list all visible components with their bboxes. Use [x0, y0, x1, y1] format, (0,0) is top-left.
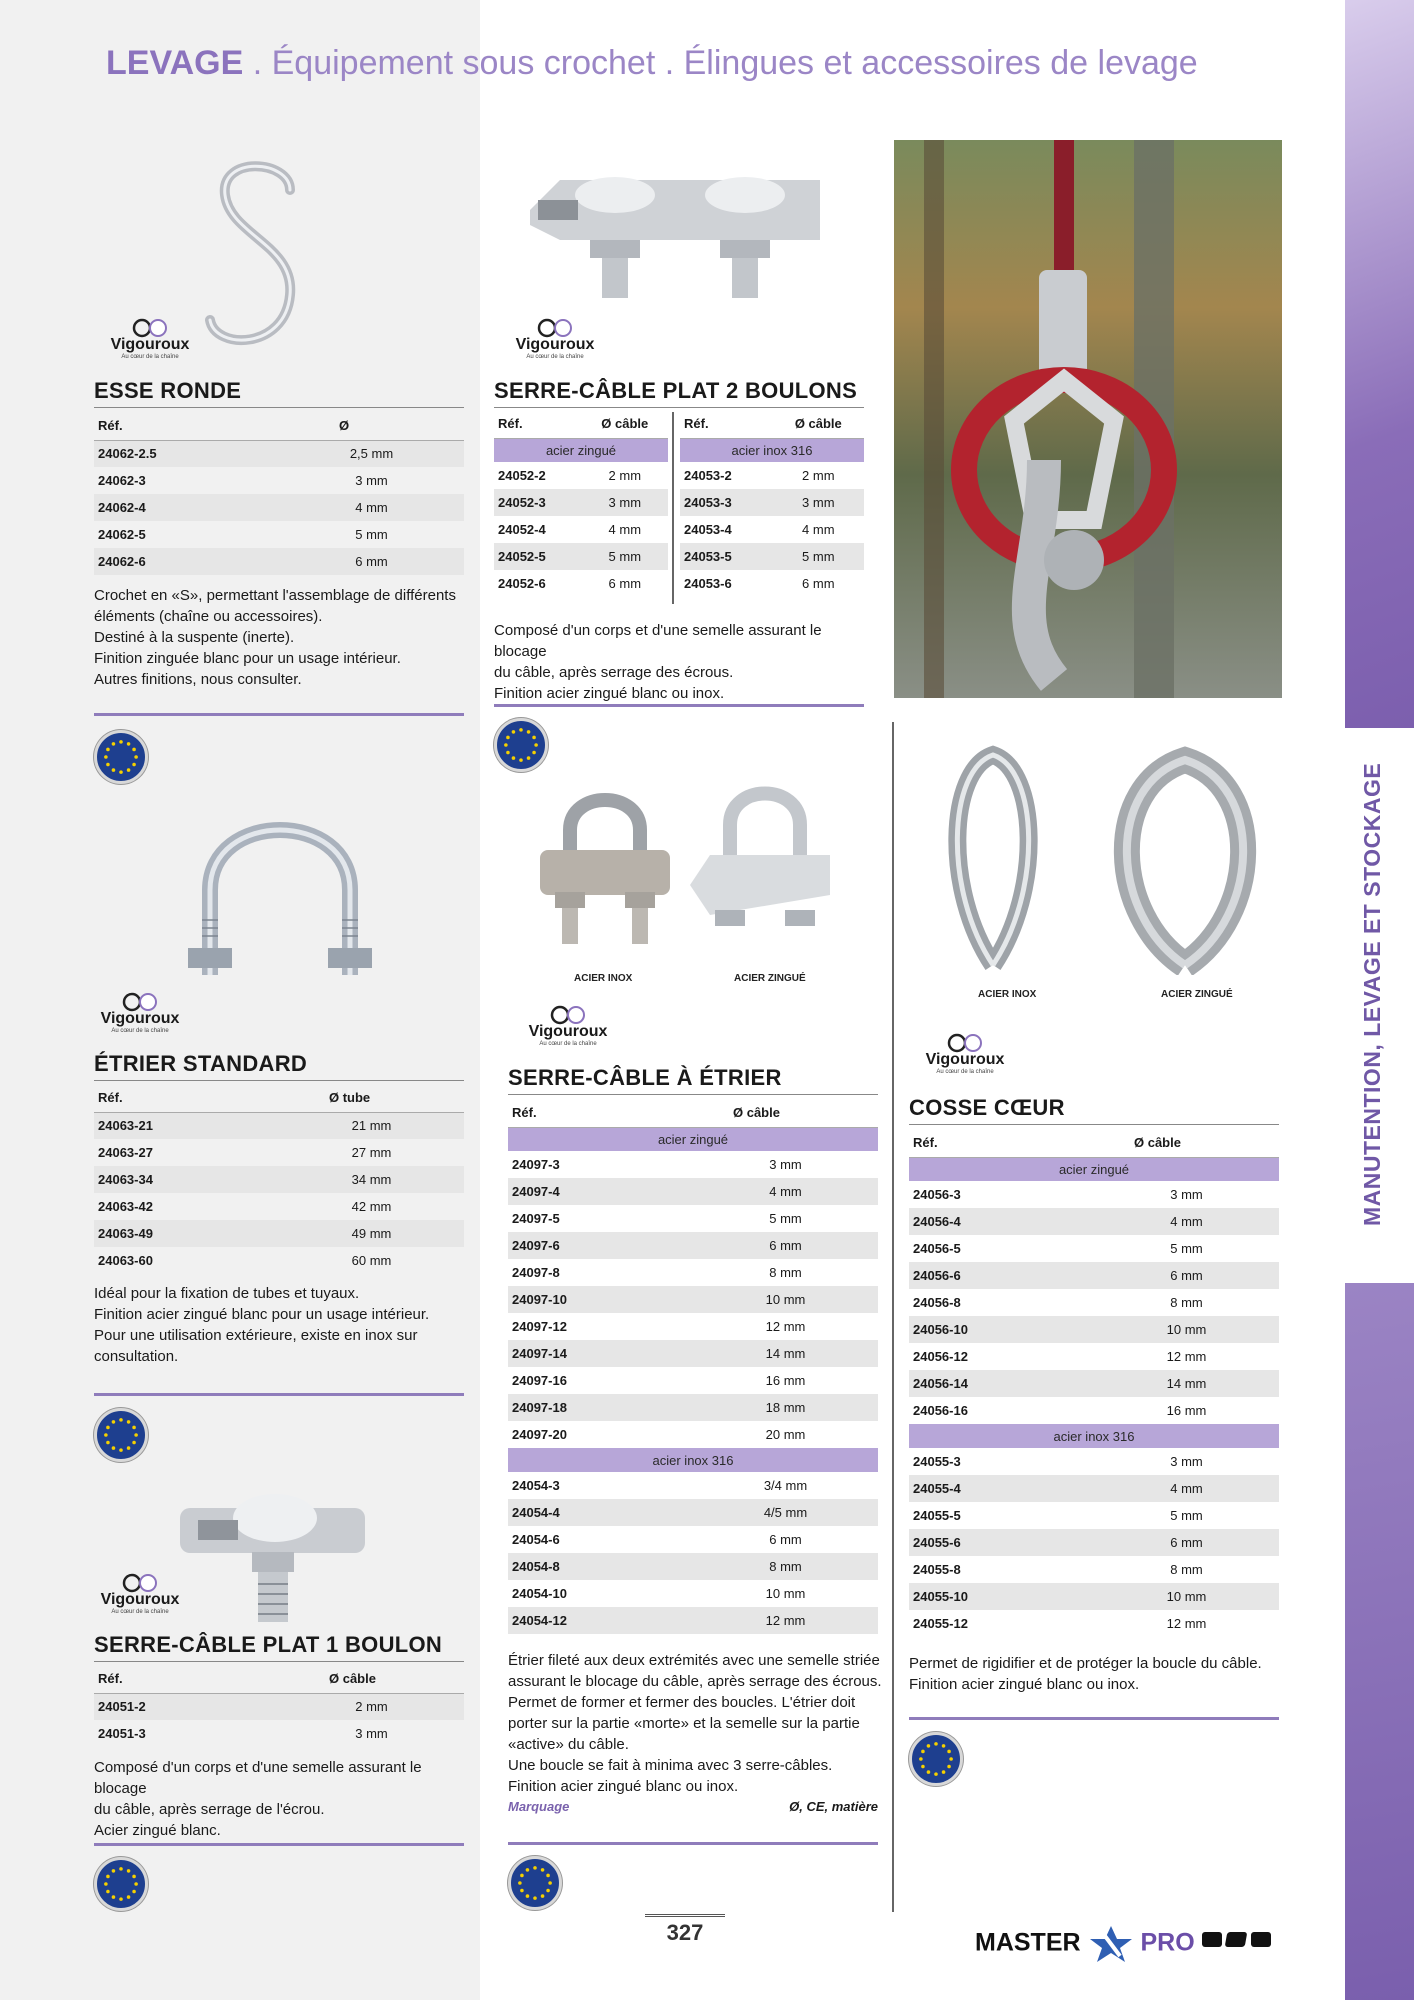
- col-ref: Réf.: [494, 410, 582, 438]
- header-category: LEVAGE: [106, 44, 244, 82]
- table-row: 24097-3 3 mm: [512, 1157, 802, 1172]
- scp2-table-zinc: [494, 410, 668, 597]
- divider: [94, 713, 464, 716]
- table-row: 24063-60 60 mm: [98, 1253, 392, 1268]
- esse-title: ESSE RONDE: [94, 378, 464, 408]
- column-separator: [892, 722, 894, 1912]
- sce-title: SERRE-CÂBLE À ÉTRIER: [508, 1065, 878, 1095]
- table-row: 24053-6 6 mm: [684, 576, 835, 591]
- col-ref: Réf.: [94, 412, 279, 440]
- table-row: 24062-6 6 mm: [94, 548, 464, 575]
- page-header: [106, 44, 1198, 83]
- table-row: 24056-5 5 mm: [913, 1241, 1203, 1256]
- eu-flag-icon: [508, 1856, 562, 1910]
- table-row: 24062-2.5 2,5 mm: [94, 440, 464, 467]
- brand-tagline: Au cœur de la chaîne: [526, 354, 584, 360]
- col-ref: Réf.: [680, 410, 773, 438]
- brand-name: Vigouroux: [100, 1591, 180, 1608]
- table-row: 24054-4 4/5 mm: [508, 1499, 878, 1526]
- brand-name: Vigouroux: [100, 1010, 180, 1027]
- masterpro-logo: [975, 1924, 1195, 1964]
- table-row: 24056-6 6 mm: [909, 1262, 1279, 1289]
- col-tube: Ø tube: [279, 1084, 464, 1112]
- table-row: 24097-8 8 mm: [512, 1265, 802, 1280]
- etrier-table: [94, 1084, 464, 1274]
- sce-description: Étrier fileté aux deux extrémités avec une semelle striée assurant le blocage du câble, après serrage des écrous. Permet de former et fermer des boucles. L'étrier doit porter sur la partie «morte» et la semelle sur la partie «active» du câble. Une boucle se fait à minima avec 3 serre-câbles. Finition acier zingué blanc ou inox.: [508, 1652, 882, 1795]
- table-row: 24097-4 4 mm: [508, 1178, 878, 1205]
- cosse-table: [909, 1129, 1279, 1637]
- col-cable: Ø câble: [693, 1099, 878, 1127]
- eu-flag-icon: [94, 1857, 148, 1911]
- vigouroux-logo: [495, 318, 615, 366]
- sidebar-label: MANUTENTION, LEVAGE ET STOCKAGE: [1359, 762, 1385, 1226]
- table-row: 24097-6 6 mm: [508, 1232, 878, 1259]
- brand-tagline: Au cœur de la chaîne: [111, 1609, 169, 1615]
- vigouroux-logo: [90, 318, 210, 366]
- table-row: 24097-20 20 mm: [512, 1427, 806, 1442]
- table-row: 24055-8 8 mm: [913, 1562, 1203, 1577]
- table-row: 24056-16 16 mm: [913, 1403, 1207, 1418]
- s-hook-image: [190, 150, 330, 360]
- table-row: 24063-27 27 mm: [98, 1145, 392, 1160]
- table-row: 24053-5 5 mm: [680, 543, 864, 570]
- page-number: 327: [666, 1920, 704, 1945]
- table-row: 24055-3 3 mm: [913, 1454, 1203, 1469]
- sidebar-bottom-band: [1345, 1283, 1414, 2000]
- table-row: 24051-2 2 mm: [94, 1693, 464, 1720]
- lifting-photo: [894, 140, 1282, 698]
- divider: [909, 1717, 1279, 1720]
- marking-label: Marquage: [508, 1799, 570, 1814]
- col-ref: Réf.: [94, 1084, 279, 1112]
- col-diameter: Ø: [279, 412, 464, 440]
- scp1-title: SERRE-CÂBLE PLAT 1 BOULON: [94, 1632, 464, 1662]
- table-row: 24056-8 8 mm: [913, 1295, 1203, 1310]
- eu-flag-icon: [94, 1408, 148, 1462]
- thimble-zinc-image: [1100, 745, 1270, 975]
- brand-tagline: Au cœur de la chaîne: [539, 1041, 597, 1047]
- table-row: 24097-12 12 mm: [512, 1319, 806, 1334]
- table-row: 24062-5 5 mm: [98, 527, 388, 542]
- table-row: 24052-4 4 mm: [498, 522, 642, 537]
- vigouroux-logo: [508, 1005, 628, 1053]
- brand-name: Vigouroux: [528, 1023, 608, 1040]
- table-row: 24063-21 21 mm: [94, 1112, 464, 1139]
- brand-pro: PRO: [1140, 1928, 1195, 1957]
- star-icon: [1088, 1924, 1134, 1964]
- caption-zinc: ACIER ZINGUÉ: [1161, 989, 1233, 1000]
- table-row: 24053-3 3 mm: [680, 489, 864, 516]
- eu-flag-icon: [494, 718, 548, 772]
- table-row: 24056-10 10 mm: [909, 1316, 1279, 1343]
- caption-inox: ACIER INOX: [574, 973, 633, 984]
- table-row: 24056-4 4 mm: [909, 1208, 1279, 1235]
- table-row: 24097-18 18 mm: [508, 1394, 878, 1421]
- vigouroux-logo: [905, 1033, 1025, 1081]
- table-row: 24056-3 3 mm: [913, 1187, 1203, 1202]
- col-cable: Ø câble: [1094, 1129, 1279, 1157]
- col-ref: Réf.: [94, 1665, 279, 1693]
- table-subheader: acier inox 316: [909, 1424, 1279, 1448]
- cosse-description: Permet de rigidifier et de protéger la boucle du câble. Finition acier zingué blanc ou inox.: [909, 1655, 1262, 1693]
- scp2-description: Composé d'un corps et d'une semelle assurant le blocage du câble, après serrage des écrous. Finition acier zingué blanc ou inox.: [494, 622, 822, 702]
- table-row: 24051-3 3 mm: [98, 1726, 388, 1741]
- footer-decoration: [1202, 1932, 1272, 1950]
- cosse-title: COSSE CŒUR: [909, 1095, 1279, 1125]
- divider: [494, 704, 864, 707]
- caption-inox: ACIER INOX: [978, 989, 1037, 1000]
- col-cable: Ø câble: [279, 1665, 464, 1693]
- scp2-table-inox: [680, 410, 864, 597]
- table-row: 24054-12 12 mm: [508, 1607, 878, 1634]
- table-row: 24055-4 4 mm: [909, 1475, 1279, 1502]
- divider: [508, 1842, 878, 1845]
- table-row: 24062-3 3 mm: [98, 473, 388, 488]
- table-row: 24097-14 14 mm: [508, 1340, 878, 1367]
- scp1-table: [94, 1665, 464, 1747]
- marking-value: Ø, CE, matière: [789, 1799, 878, 1814]
- table-row: 24062-4 4 mm: [94, 494, 464, 521]
- table-row: 24052-5 5 mm: [494, 543, 668, 570]
- col-cable: Ø câble: [773, 410, 864, 438]
- esse-table: [94, 412, 464, 575]
- table-row: 24054-8 8 mm: [508, 1553, 878, 1580]
- brand-name: Vigouroux: [110, 336, 190, 353]
- table-row: 24052-2 2 mm: [498, 468, 642, 483]
- table-subheader: acier zingué: [508, 1127, 878, 1151]
- table-row: 24056-14 14 mm: [909, 1370, 1279, 1397]
- table-row: 24053-2 2 mm: [684, 468, 835, 483]
- table-subheader: acier zingué: [494, 438, 668, 462]
- etrier-title: ÉTRIER STANDARD: [94, 1051, 464, 1081]
- vigouroux-logo: [80, 1573, 200, 1621]
- eu-flag-icon: [909, 1732, 963, 1786]
- table-row: 24063-34 34 mm: [94, 1166, 464, 1193]
- table-row: 24052-3 3 mm: [494, 489, 668, 516]
- wire-rope-clip-inox-image: [535, 780, 675, 950]
- esse-description: Crochet en «S», permettant l'assemblage de différents éléments (chaîne ou accessoires). Destiné à la suspente (inerte). Finition zinguée blanc pour un usage intérieur. Autres finitions, nous consulter.: [94, 587, 456, 688]
- sidebar: [1345, 0, 1414, 2000]
- scp2-title: SERRE-CÂBLE PLAT 2 BOULONS: [494, 378, 864, 408]
- sce-table: [508, 1099, 878, 1634]
- table-row: 24056-12 12 mm: [913, 1349, 1207, 1364]
- table-row: 24055-6 6 mm: [909, 1529, 1279, 1556]
- flat-clamp-1-bolt-image: [170, 1480, 370, 1625]
- col-ref: Réf.: [909, 1129, 1094, 1157]
- divider: [94, 1843, 464, 1846]
- brand-name: Vigouroux: [925, 1051, 1005, 1068]
- scp1-description: Composé d'un corps et d'une semelle assurant le blocage du câble, après serrage de l'écrou. Acier zingué blanc.: [94, 1759, 422, 1839]
- brand-master: MASTER: [975, 1928, 1081, 1957]
- flat-clamp-2-bolts-image: [530, 170, 830, 310]
- caption-zinc: ACIER ZINGUÉ: [734, 973, 806, 984]
- table-row: 24054-6 6 mm: [512, 1532, 802, 1547]
- wire-rope-clip-zinc-image: [685, 775, 835, 950]
- table-row: 24055-10 10 mm: [909, 1583, 1279, 1610]
- header-subtitle: . Équipement sous crochet . Élingues et accessoires de levage: [243, 44, 1198, 82]
- table-row: 24063-42 42 mm: [98, 1199, 392, 1214]
- page-number-rule: [645, 1914, 725, 1917]
- col-ref: Réf.: [508, 1099, 693, 1127]
- table-row: 24097-16 16 mm: [512, 1373, 806, 1388]
- table-row: 24053-4 4 mm: [684, 522, 835, 537]
- table-row: 24063-49 49 mm: [94, 1220, 464, 1247]
- table-row: 24052-6 6 mm: [498, 576, 642, 591]
- table-subheader: acier inox 316: [508, 1448, 878, 1472]
- table-row: 24097-10 10 mm: [508, 1286, 878, 1313]
- eu-flag-icon: [94, 730, 148, 784]
- table-row: 24054-3 3/4 mm: [512, 1478, 808, 1493]
- table-separator: [672, 412, 674, 604]
- divider: [94, 1393, 464, 1396]
- col-cable: Ø câble: [582, 410, 668, 438]
- vigouroux-logo: [80, 992, 200, 1040]
- brand-name: Vigouroux: [515, 336, 595, 353]
- thimble-inox-image: [938, 740, 1048, 975]
- sidebar-top-band: [1345, 0, 1414, 728]
- brand-tagline: Au cœur de la chaîne: [111, 1028, 169, 1034]
- table-subheader: acier inox 316: [680, 438, 864, 462]
- brand-tagline: Au cœur de la chaîne: [121, 354, 179, 360]
- table-row: 24055-5 5 mm: [913, 1508, 1203, 1523]
- table-row: 24097-5 5 mm: [512, 1211, 802, 1226]
- u-bolt-image: [180, 800, 380, 1000]
- table-row: 24055-12 12 mm: [913, 1616, 1207, 1631]
- table-row: 24054-10 10 mm: [512, 1586, 806, 1601]
- etrier-description: Idéal pour la fixation de tubes et tuyaux. Finition acier zingué blanc pour un usage intérieur. Pour une utilisation extérieure, existe en inox sur consultation.: [94, 1285, 430, 1365]
- table-subheader: acier zingué: [909, 1157, 1279, 1181]
- brand-tagline: Au cœur de la chaîne: [936, 1069, 994, 1075]
- marking-row: [508, 1799, 878, 1819]
